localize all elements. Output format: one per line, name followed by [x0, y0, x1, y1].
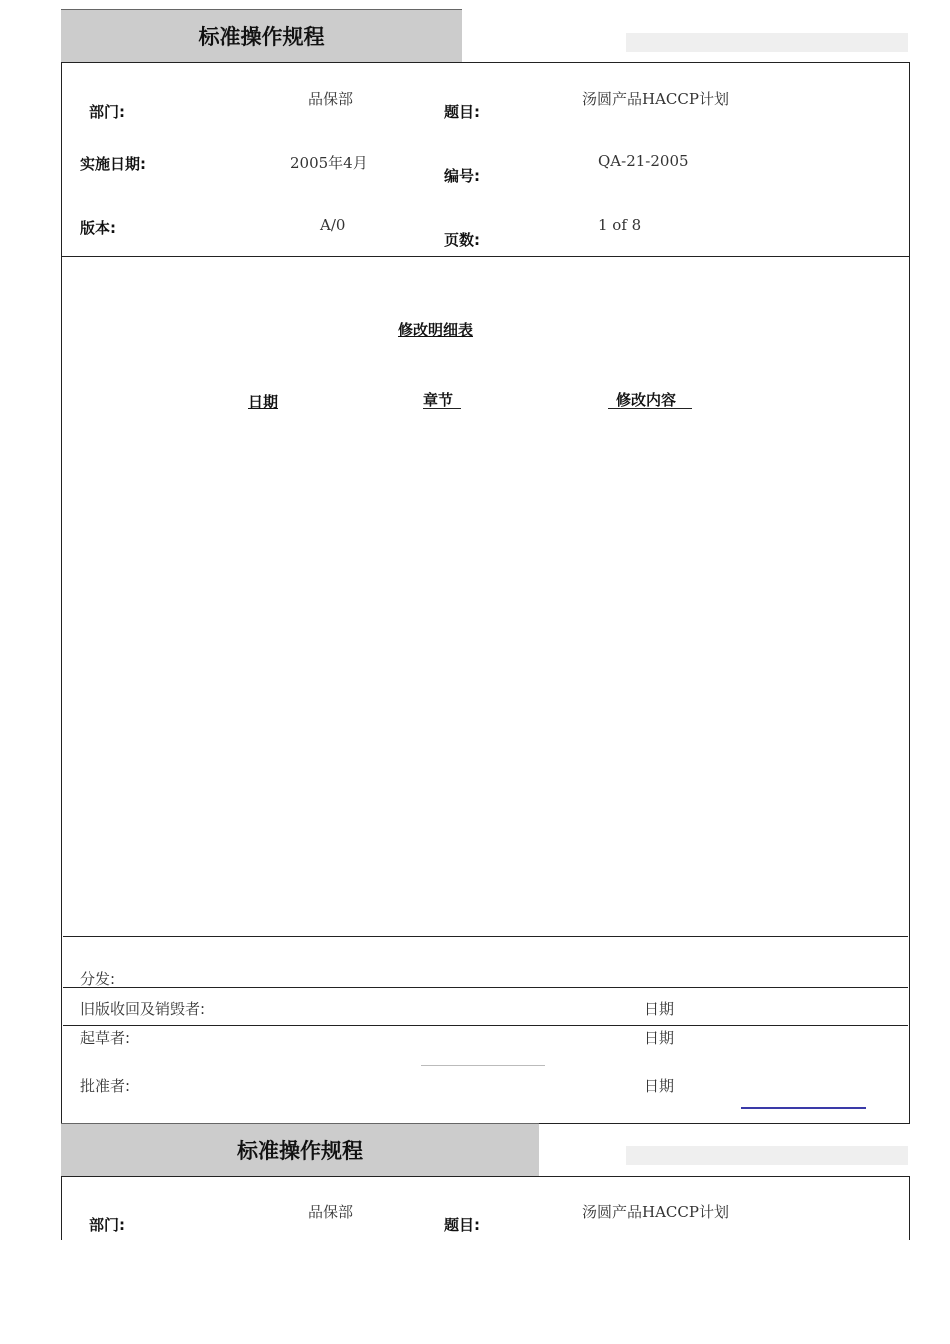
page2-dept-value: 品保部	[308, 1203, 354, 1221]
old-recall-label: 旧版收回及销毁者:	[80, 1000, 206, 1018]
old-recall-date-label: 日期	[644, 1000, 675, 1018]
version-value: A/0	[320, 216, 346, 234]
dept-label: 部门:	[89, 103, 125, 121]
header-strip	[626, 33, 908, 52]
revision-heading: 修改明细表	[398, 321, 474, 339]
col-content-wrap	[608, 391, 692, 409]
date-value: 2005年4月	[290, 154, 368, 172]
header-divider	[61, 256, 910, 257]
subject-label: 题目:	[444, 103, 480, 121]
page-title-banner	[61, 9, 462, 63]
drafter-signature-line	[421, 1065, 545, 1066]
page2-frame	[61, 1176, 910, 1240]
drafter-date-label: 日期	[644, 1029, 675, 1047]
dept-value: 品保部	[308, 90, 354, 108]
document-frame	[61, 62, 910, 1124]
approver-date-line	[741, 1107, 866, 1109]
pages-label: 页数:	[444, 231, 480, 249]
page2-title-banner	[61, 1123, 539, 1177]
page2-subject-value: 汤圆产品HACCP计划	[582, 1203, 729, 1221]
approver-date-label: 日期	[644, 1077, 675, 1095]
page2-dept-label: 部门:	[89, 1216, 125, 1234]
page2-title: 标准操作规程	[237, 1139, 363, 1163]
col-content: 修改内容	[608, 392, 692, 409]
footer-divider	[63, 936, 908, 937]
version-label: 版本:	[80, 219, 116, 237]
approver-label: 批准者:	[80, 1077, 131, 1095]
page2-header-strip	[626, 1146, 908, 1165]
subject-value: 汤圆产品HACCP计划	[582, 90, 729, 108]
distribution-label: 分发:	[80, 970, 116, 988]
page2-subject-label: 题目:	[444, 1216, 480, 1234]
recall-line	[63, 1025, 908, 1026]
code-value: QA-21-2005	[598, 152, 689, 170]
col-date: 日期	[248, 393, 279, 411]
date-label: 实施日期:	[80, 155, 146, 173]
col-chapter: 章节	[423, 392, 461, 409]
col-chapter-wrap	[423, 391, 461, 409]
drafter-label: 起草者:	[80, 1029, 131, 1047]
pages-value: 1 of 8	[598, 216, 642, 234]
page-title: 标准操作规程	[198, 25, 325, 49]
distribution-line	[63, 987, 908, 988]
code-label: 编号:	[444, 167, 480, 185]
